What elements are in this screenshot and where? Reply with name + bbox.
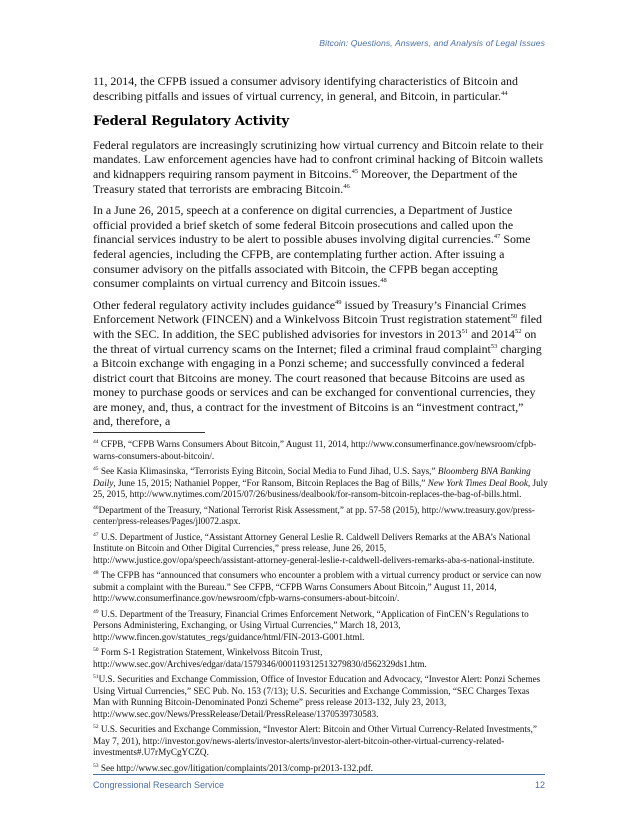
footer-organization: Congressional Research Service bbox=[93, 780, 225, 790]
footer-divider bbox=[93, 774, 545, 775]
running-header: Bitcoin: Questions, Answers, and Analysis of Legal Issues bbox=[319, 38, 545, 48]
footnote-47: $^{47}$ U.S. Department of Justice, “Assistant Attorney General Leslie R. Caldwell Delivers Remarks at the ABA’s National Institute on Bitcoin and Other Digital Currencies,” press release, June 26, 2015, http://www.justice.gov/opa/speech/assistant-attorney-general-leslie-r-caldwell-delivers-remarks-aba-s-national-institute. bbox=[93, 531, 535, 565]
footnote-53: $^{53}$ See http://www.sec.gov/litigation/complaints/2013/comp-pr2013-132.pdf. bbox=[93, 762, 374, 773]
paragraph-intro: 11, 2014, the CFPB issued a consumer advisory identifying characteristics of Bitcoin and describing pitfalls and issues of virtual currency, in general, and Bitcoin, in particular.$^{44}$ bbox=[93, 74, 518, 103]
footnote-48: $^{48}$ The CFPB has “announced that consumers who encounter a problem with a virtual currency product or service can now submit a complaint with the Bureau.” See CFPB, “CFPB Warns Consumers About Bitcoin,” August 11, 2014, http://www.consumerfinance.gov/newsroom/cfpb-warns-consumers-about-bitcoin/. bbox=[93, 569, 542, 603]
paragraph-3: Other federal regulatory activity includes guidance$^{49}$ issued by Treasury’s Financial Crimes Enforcement Network (FINCEN) and a Winkelvoss Bitcoin Trust registration statement$^{50}$ filed with the SEC. In addition, the SEC published advisories for investors in 2013$^{51}$ and 2014$^{52}$ on the threat of virtual currency scams on the Internet; filed a criminal fraud complaint$^{53}$ charging a Bitcoin exchange with engaging in a Ponzi scheme; and successfully convinced a federal district court that Bitcoins are money. The court reasoned that because Bitcoins are used as money to purchase goods or services and can be exchanged for conventional currencies, they are money, and, thus, a contract for the investment of Bitcoins is an “investment contract,” and, therefore, a bbox=[93, 297, 542, 429]
footnote-ref[interactable]: 47 bbox=[493, 233, 501, 241]
footnote-45: $^{45}$ See Kasia Klimasinska, “Terrorists Eying Bitcoin, Social Media to Fund Jihad, U.S. Says,” Bloomberg BNA Banking Daily, June 15, 2015; Nathaniel Popper, “For Ransom, Bitcoin Replaces the Bag of Bills,” New York Times Deal Book, July 25, 2015, http://www.nytimes.com/2015/07/26/business/dealbook/for-ransom-bitcoin-replaces-the-bag-of-bills.html. bbox=[93, 465, 548, 499]
footnote-divider bbox=[93, 432, 205, 433]
footnote-50: $^{50}$ Form S-1 Registration Statement, Winkelvoss Bitcoin Trust, http://www.sec.gov/Archives/edgar/data/1579346/000119312513279830/d562329ds1.htm. bbox=[93, 646, 427, 669]
body-text bbox=[93, 74, 545, 436]
footnote-ref[interactable]: 46 bbox=[343, 182, 350, 190]
footnote-ref[interactable]: 51 bbox=[461, 327, 469, 335]
footnote-44: $^{44}$ CFPB, “CFPB Warns Consumers About Bitcoin,” August 11, 2014, http://www.consumerfinance.gov/newsroom/cfpb-warns-consumers-about-bitcoin/. bbox=[93, 438, 537, 461]
footnote-52: $^{52}$ U.S. Securities and Exchange Commission, “Investor Alert: Bitcoin and Other Virtual Currency-Related Investments,” May 7, 201), http://investor.gov/news-alerts/investor-alerts/investor-alert-bitcoin-other-virtual-currency-related-investments#.U7rMyCgYCZQ. bbox=[93, 723, 537, 757]
footnote-46: $^{46}$Department of the Treasury, “National Terrorist Risk Assessment,” at pp. 57-58 (2015), http://www.treasury.gov/press-center/press-releases/Pages/jl0072.aspx. bbox=[93, 504, 535, 526]
footnote-ref[interactable]: 53 bbox=[490, 342, 498, 350]
footnote-ref[interactable]: 48 bbox=[380, 277, 387, 285]
footnote-ref[interactable]: 49 bbox=[335, 298, 342, 306]
footnote-ref[interactable]: 45 bbox=[351, 168, 359, 175]
paragraph-2: In a June 26, 2015, speech at a conference on digital currencies, a Department of Justice official provided a brief sketch of some federal Bitcoin prosecutions and called upon the financial services industry to be alert to possible abuses involving digital currencies.$^{47}$ Some federal agencies, including the CFPB, are contemplating further action. After issuing a consumer advisory on the pitfalls associated with Bitcoin, the CFPB began accepting consumer complaints on virtual currency and Bitcoin issues.$^{48}$ bbox=[93, 203, 531, 291]
footnote-ref[interactable]: 44 bbox=[501, 89, 508, 97]
section-heading: Federal Regulatory Activity bbox=[93, 114, 289, 130]
footnote-ref[interactable]: 50 bbox=[510, 313, 518, 321]
footnote-51: $^{51}$U.S. Securities and Exchange Commission, Office of Investor Education and Advocacy, “Investor Alert: Ponzi Schemes Using Virtual Currencies,” SEC Pub. No. 153 (7/13); U.S. Securities and Exchange Commission, “SEC Charges Texas Man with Running Bitcoin-Denominated Ponzi Scheme” press release 2013-132, July 23, 2013, http://www.sec.gov/News/PressRelease/Detail/PressRelease/1370539730583. bbox=[93, 673, 541, 719]
page-number: 12 bbox=[534, 780, 545, 790]
footnotes bbox=[93, 439, 548, 778]
paragraph-1: Federal regulators are increasingly scrutinizing how virtual currency and Bitcoin relate to their mandates. Law enforcement agencies have had to confront criminal hacking of Bitcoin wallets and kidnappers requiring ransom payment in Bitcoins.$^{45}$ Moreover, the Department of the Treasury stated that terrorists are embracing Bitcoin.$^{46}$ bbox=[93, 137, 544, 196]
footnote-ref[interactable]: 52 bbox=[515, 327, 522, 335]
footnote-49: $^{49}$ U.S. Department of the Treasury, Financial Crimes Enforcement Network, “Application of FinCEN’s Regulations to Persons Administering, Exchanging, or Using Virtual Currencies,” March 18, 2013, http://www.fincen.gov/statutes_regs/guidance/html/FIN-2013-G001.html. bbox=[93, 608, 529, 642]
